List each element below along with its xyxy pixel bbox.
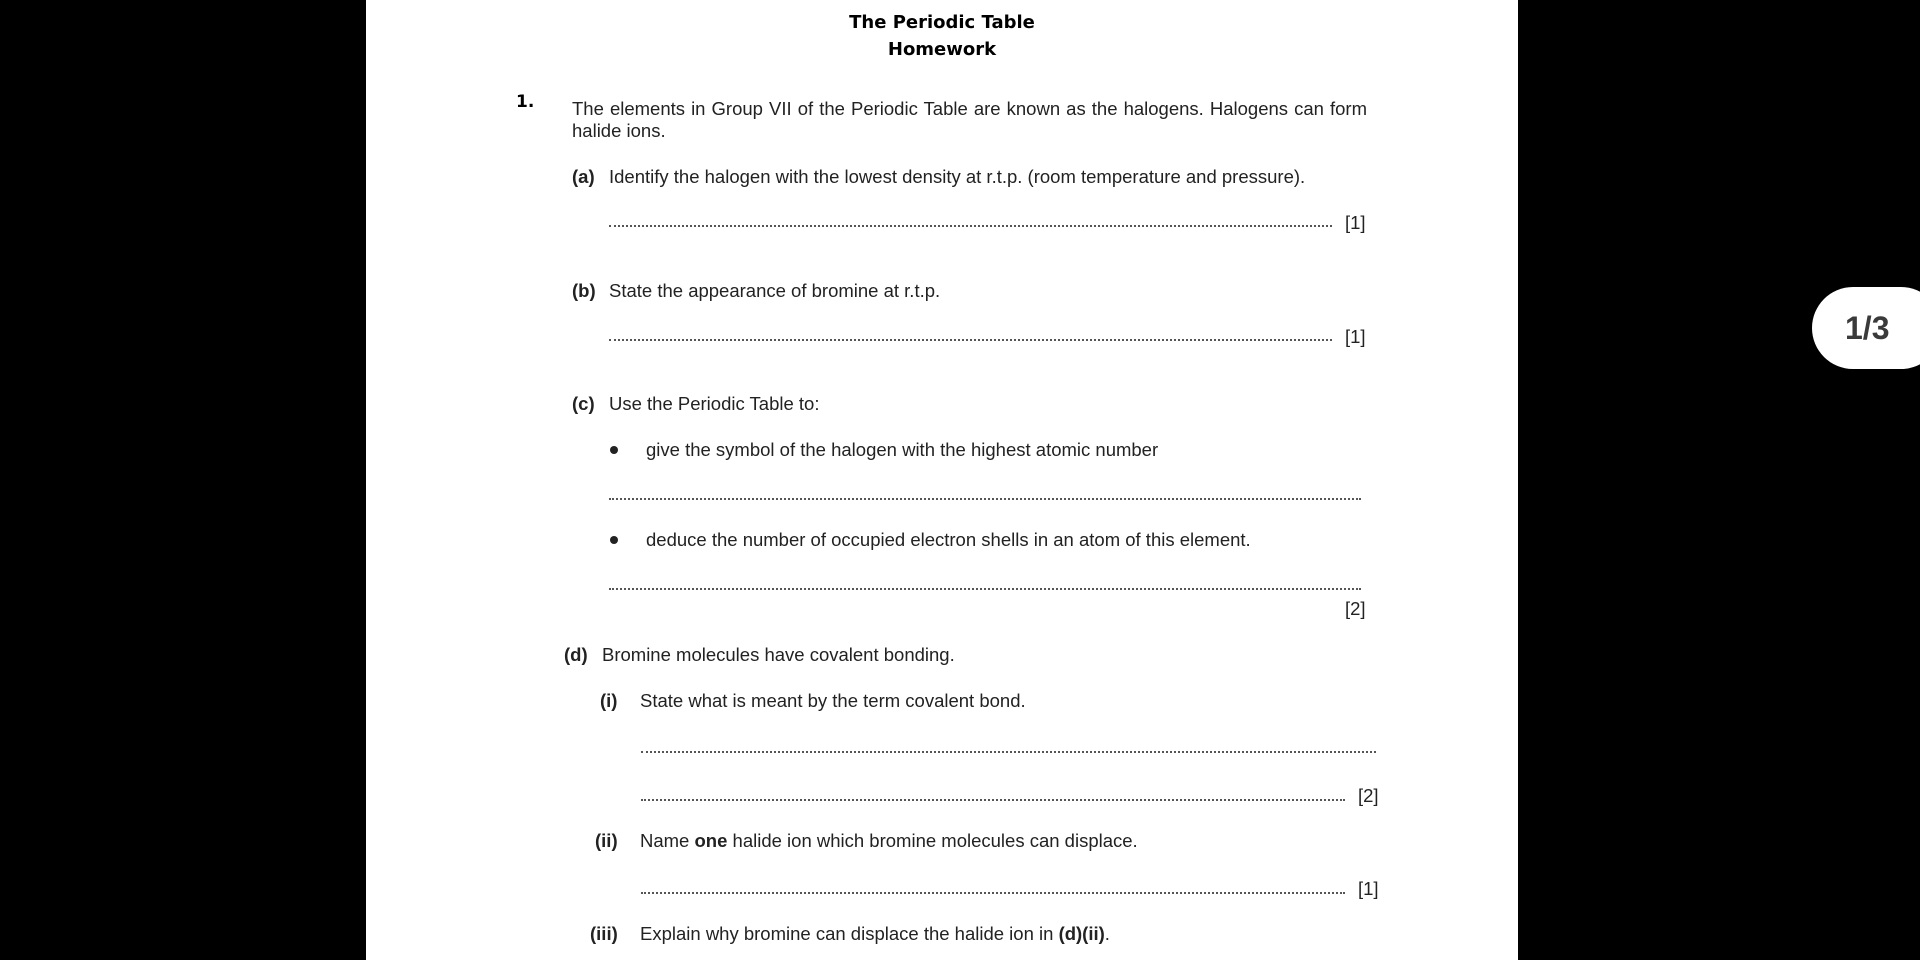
page-indicator: 1/3 <box>1812 287 1920 369</box>
part-d-i-text: State what is meant by the term covalent bond. <box>640 690 1026 711</box>
part-c-text: Use the Periodic Table to: <box>609 393 820 414</box>
answer-line-d-i-2[interactable] <box>641 799 1345 801</box>
question-number: 1. <box>516 92 535 112</box>
part-d-i-mark: [2] <box>1358 785 1379 806</box>
part-d-iii-text <box>640 923 1110 945</box>
part-d-ii-mark: [1] <box>1358 878 1379 899</box>
part-b-label: (b) <box>572 280 596 301</box>
bullet-icon <box>610 446 618 454</box>
part-c-bullet-2: deduce the number of occupied electron shells in an atom of this element. <box>646 529 1251 550</box>
part-a-text: Identify the halogen with the lowest density at r.t.p. (room temperature and pressure). <box>609 166 1306 187</box>
page-subtitle: Homework <box>887 39 997 60</box>
part-d-iii-label: (iii) <box>590 923 618 944</box>
part-d-iii-text-end: . <box>1104 923 1110 944</box>
document-page <box>366 0 1518 960</box>
answer-line-d-ii[interactable] <box>641 892 1345 894</box>
part-d-ii-text-start: Name <box>640 830 695 851</box>
part-c-bullet-1: give the symbol of the halogen with the highest atomic number <box>646 439 1159 460</box>
part-d-ii-text <box>640 830 1138 852</box>
bullet-icon <box>610 536 618 544</box>
part-c-label: (c) <box>572 393 595 414</box>
answer-line-c-2[interactable] <box>609 588 1361 590</box>
answer-line-d-i-1[interactable] <box>641 751 1376 753</box>
answer-line-c-1[interactable] <box>609 498 1361 500</box>
question-intro: The elements in Group VII of the Periodic Table are known as the halogens. Halogens can form halide ions. <box>572 98 1367 141</box>
answer-line-b[interactable] <box>609 339 1332 341</box>
part-d-ii-text-emphasis: one <box>694 830 728 851</box>
page-title: The Periodic Table <box>849 12 1035 33</box>
part-b-text: State the appearance of bromine at r.t.p. <box>609 280 941 301</box>
part-b-mark: [1] <box>1345 326 1366 347</box>
part-d-ii-text-end: halide ion which bromine molecules can displace. <box>727 830 1138 851</box>
answer-line-a[interactable] <box>609 225 1332 227</box>
part-c-mark: [2] <box>1345 598 1366 619</box>
part-a-label: (a) <box>572 166 595 187</box>
part-d-iii-text-emphasis: (d)(ii) <box>1058 923 1105 944</box>
part-d-ii-label: (ii) <box>595 830 618 851</box>
part-d-text: Bromine molecules have covalent bonding. <box>602 644 955 665</box>
part-d-iii-text-start: Explain why bromine can displace the halide ion in <box>640 923 1059 944</box>
part-d-label: (d) <box>564 644 588 665</box>
part-a-mark: [1] <box>1345 212 1366 233</box>
part-d-i-label: (i) <box>600 690 618 711</box>
